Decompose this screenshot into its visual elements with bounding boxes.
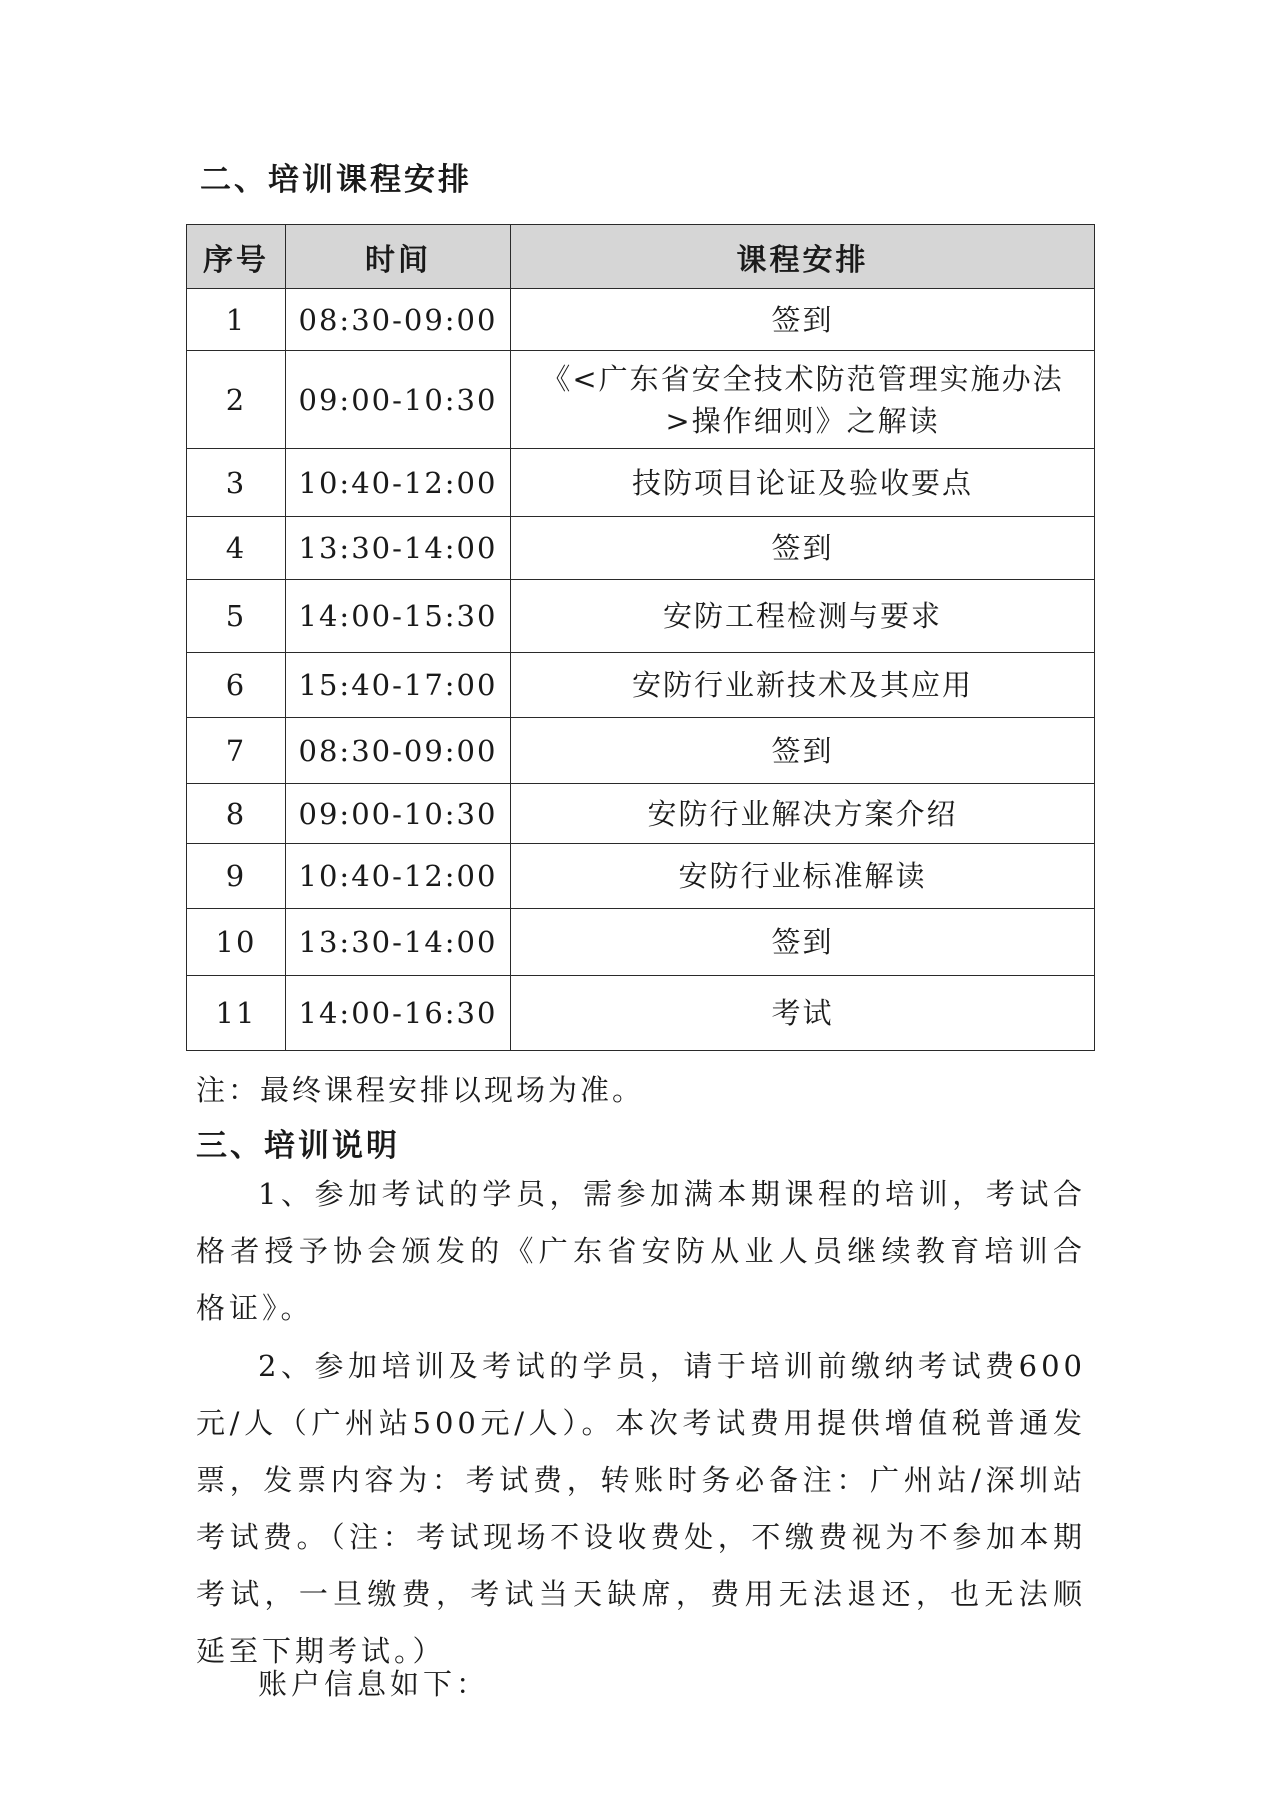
row-time: 13:30-14:00 — [286, 517, 511, 580]
table-row — [187, 289, 1095, 351]
row-time: 09:00-10:30 — [286, 351, 511, 449]
row-course: 《<广东省安全技术防范管理实施办法>操作细则》之解读 — [511, 351, 1095, 449]
training-note-paragraph-2: 2、参加培训及考试的学员，请于培训前缴纳考试费600元/人（广州站500元/人）。本次考试费用提供增值税普通发票，发票内容为：考试费，转账时务必备注：广州站/深圳站考试费。（注：考试现场不设收费处，不缴费视为不参加本期考试，一旦缴费，考试当天缺席，费用无法退还，也无法顺延至下期考试。） — [196, 1349, 1086, 1668]
row-course: 安防行业解决方案介绍 — [511, 784, 1095, 844]
row-time: 10:40-12:00 — [286, 449, 511, 517]
row-index: 9 — [187, 844, 286, 909]
row-index: 4 — [187, 517, 286, 580]
table-row — [187, 351, 1095, 449]
row-time: 08:30-09:00 — [286, 718, 511, 784]
table-row — [187, 653, 1095, 718]
row-course: 安防工程检测与要求 — [511, 580, 1095, 653]
row-course: 签到 — [511, 718, 1095, 784]
row-index: 11 — [187, 976, 286, 1051]
schedule-note: 注：最终课程安排以现场为准。 — [196, 1073, 645, 1107]
header-time: 时间 — [286, 225, 511, 289]
table-row — [187, 449, 1095, 517]
course-schedule-table — [186, 224, 1095, 1051]
row-course: 技防项目论证及验收要点 — [511, 449, 1095, 517]
section-heading-course-schedule: 二、培训课程安排 — [200, 162, 472, 198]
table-row — [187, 718, 1095, 784]
row-index: 5 — [187, 580, 286, 653]
row-index: 10 — [187, 909, 286, 976]
row-course: 安防行业新技术及其应用 — [511, 653, 1095, 718]
table-header-row — [187, 225, 1095, 289]
row-course: 签到 — [511, 289, 1095, 351]
training-note-paragraph-1: 1、参加考试的学员，需参加满本期课程的培训，考试合格者授予协会颁发的《广东省安防从业人员继续教育培训合格证》。 — [196, 1177, 1086, 1325]
row-course: 签到 — [511, 909, 1095, 976]
row-time: 10:40-12:00 — [286, 844, 511, 909]
table-row — [187, 909, 1095, 976]
row-index: 3 — [187, 449, 286, 517]
row-course: 考试 — [511, 976, 1095, 1051]
row-index: 7 — [187, 718, 286, 784]
header-index: 序号 — [187, 225, 286, 289]
header-course: 课程安排 — [511, 225, 1095, 289]
table-row — [187, 844, 1095, 909]
row-time: 15:40-17:00 — [286, 653, 511, 718]
row-time: 13:30-14:00 — [286, 909, 511, 976]
section-heading-training-notes: 三、培训说明 — [196, 1128, 400, 1164]
table-row — [187, 784, 1095, 844]
row-index: 2 — [187, 351, 286, 449]
row-course: 安防行业标准解读 — [511, 844, 1095, 909]
table-row — [187, 517, 1095, 580]
row-index: 8 — [187, 784, 286, 844]
row-index: 1 — [187, 289, 286, 351]
row-course: 签到 — [511, 517, 1095, 580]
row-time: 08:30-09:00 — [286, 289, 511, 351]
account-info-intro: 账户信息如下： — [258, 1667, 490, 1701]
row-time: 14:00-16:30 — [286, 976, 511, 1051]
table-row — [187, 976, 1095, 1051]
table-row — [187, 580, 1095, 653]
row-time: 09:00-10:30 — [286, 784, 511, 844]
row-time: 14:00-15:30 — [286, 580, 511, 653]
row-index: 6 — [187, 653, 286, 718]
